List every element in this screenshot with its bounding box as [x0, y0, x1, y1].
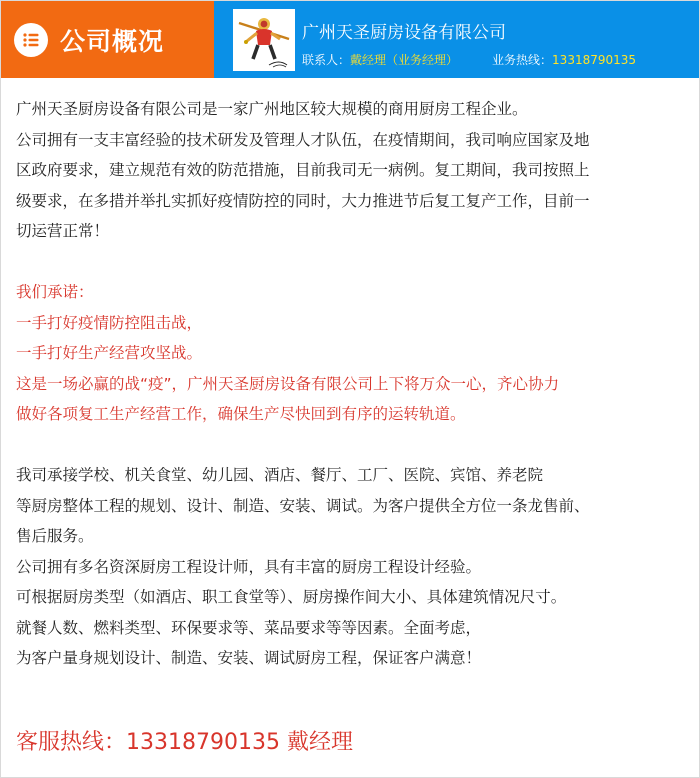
customer-hotline: 客服热线：13318790135 戴经理	[16, 730, 353, 755]
header	[1, 1, 699, 78]
intro-line: 广州天圣厨房设备有限公司是一家广州地区较大规模的商用厨房工程企业。	[16, 100, 528, 118]
monkey-king-logo	[233, 9, 295, 71]
service-line: 可根据厨房类型（如酒店、职工食堂等）、厨房操作间大小、具体建筑情况尺寸。	[16, 588, 567, 606]
promise-line: 做好各项复工生产经营工作，确保生产尽快回到有序的运转轨道。	[16, 405, 466, 423]
hotline-label: 业务热线：	[492, 53, 553, 67]
service-line: 等厨房整体工程的规划、设计、制造、安装、调试。为客户提供全方位一条龙售前、	[16, 496, 590, 515]
intro-line: 区政府要求，建立规范有效的防范措施，目前我司无一病例。复工期间，我司按照上	[16, 161, 590, 179]
company-bar	[214, 1, 699, 78]
service-line: 为客户量身规划设计、制造、安装、调试厨房工程，保证客户满意！	[16, 649, 482, 667]
list-icon	[14, 23, 48, 57]
company-name: 广州天圣厨房设备有限公司	[302, 23, 506, 43]
service-line: 我司承接学校、机关食堂、幼儿园、酒店、餐厅、工厂、医院、宾馆、养老院	[16, 466, 544, 484]
promise-line: 一手打好疫情防控阻击战，	[16, 313, 203, 332]
contact-label: 联系人：	[302, 53, 351, 67]
intro-line: 切运营正常！	[16, 222, 110, 240]
promise-line: 我们承诺：	[16, 283, 94, 301]
intro-line: 级要求，在多措并举扎实抓好疫情防控的同时，大力推进节后复工复产工作，目前一	[16, 191, 590, 210]
promise-line: 这是一场必赢的战“疫”，广州天圣厨房设备有限公司上下将万众一心，齐心协力	[16, 374, 560, 393]
content	[1, 78, 699, 674]
section-tab	[1, 1, 214, 78]
service-line: 就餐人数、燃料类型、环保要求等、菜品要求等等因素。全面考虑，	[16, 618, 482, 637]
service-line: 公司拥有多名资深厨房工程设计师，具有丰富的厨房工程设计经验。	[16, 557, 482, 576]
contact-row	[302, 51, 636, 68]
hotline-number: 13318790135	[552, 53, 637, 67]
promise-line: 一手打好生产经营攻坚战。	[16, 344, 203, 362]
section-title: 公司概况	[60, 26, 165, 56]
intro-line: 公司拥有一支丰富经验的技术研发及管理人才队伍，在疫情期间，我司响应国家及地	[16, 130, 590, 149]
contact-name: 戴经理（业务经理）	[350, 53, 459, 67]
service-line: 售后服务。	[16, 527, 94, 545]
